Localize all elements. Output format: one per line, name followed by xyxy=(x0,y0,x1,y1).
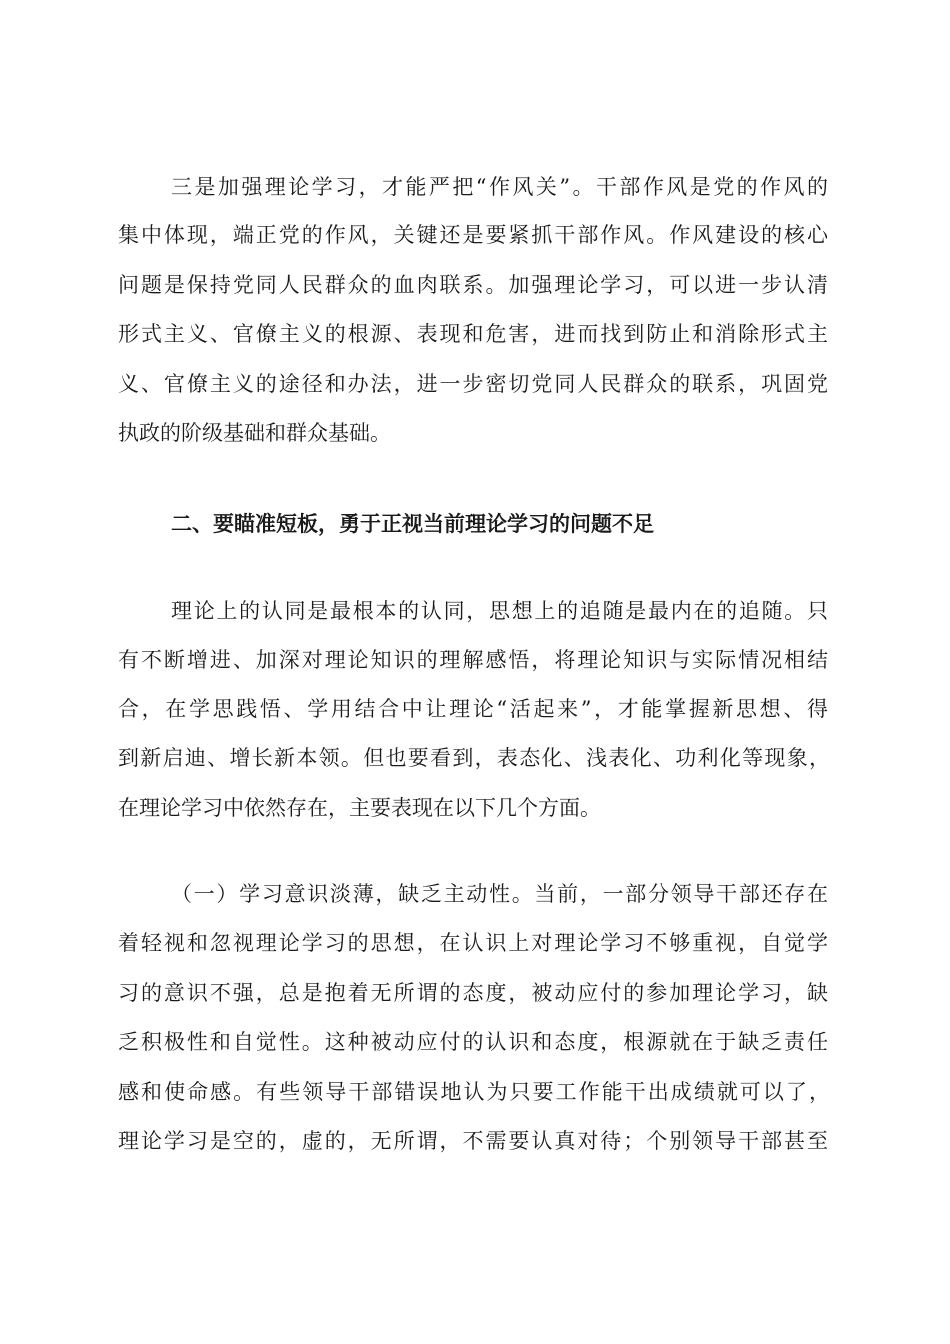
paragraph-3-line-5: 感和使命感。有些领导干部错误地认为只要工作能干出成绩就可以了， xyxy=(118,1080,830,1104)
paragraph-1-line-3: 问题是保持党同人民群众的血肉联系。加强理论学习，可以进一步认清 xyxy=(118,273,828,297)
paragraph-1-line-2: 集中体现，端正党的作风，关键还是要紧抓干部作风。作风建设的核心 xyxy=(118,223,828,247)
paragraph-1-line-6: 执政的阶级基础和群众基础。 xyxy=(118,421,391,445)
paragraph-3-line-4: 乏积极性和自觉性。这种被动应付的认识和态度，根源就在于缺乏责任 xyxy=(118,1030,828,1054)
paragraph-3-line-6: 理论学习是空的，虚的，无所谓，不需要认真对待；个别领导干部甚至 xyxy=(118,1129,828,1153)
paragraph-2-line-1: 理论上的认同是最根本的认同，思想上的追随是最内在的追随。只 xyxy=(171,599,828,623)
paragraph-2-line-3: 合，在学思践悟、学用结合中让理论“活起来”，才能掌握新思想、得 xyxy=(118,697,828,721)
paragraph-1-line-5: 义、官僚主义的途径和办法，进一步密切党同人民群众的联系，巩固党 xyxy=(118,372,828,396)
paragraph-3-line-3: 习的意识不强，总是抱着无所谓的态度，被动应付的参加理论学习，缺 xyxy=(118,981,828,1005)
paragraph-2-line-4: 到新启迪、增长新本领。但也要看到，表态化、浅表化、功利化等现象， xyxy=(118,746,830,770)
section-heading: 二、要瞄准短板，勇于正视当前理论学习的问题不足 xyxy=(171,511,654,536)
paragraph-2-line-5: 在理论学习中依然存在，主要表现在以下几个方面。 xyxy=(118,796,601,820)
paragraph-3-line-1: （一）学习意识淡薄，缺乏主动性。当前，一部分领导干部还存在 xyxy=(171,882,828,906)
paragraph-2-line-2: 有不断增进、加深对理论知识的理解感悟，将理论知识与实际情况相结 xyxy=(118,648,828,672)
paragraph-1-line-1: 三是加强理论学习，才能严把“作风关”。干部作风是党的作风的 xyxy=(171,175,828,199)
paragraph-3-line-2: 着轻视和忽视理论学习的思想，在认识上对理论学习不够重视，自觉学 xyxy=(118,931,828,955)
paragraph-1-line-4: 形式主义、官僚主义的根源、表现和危害，进而找到防止和消除形式主 xyxy=(118,322,828,346)
